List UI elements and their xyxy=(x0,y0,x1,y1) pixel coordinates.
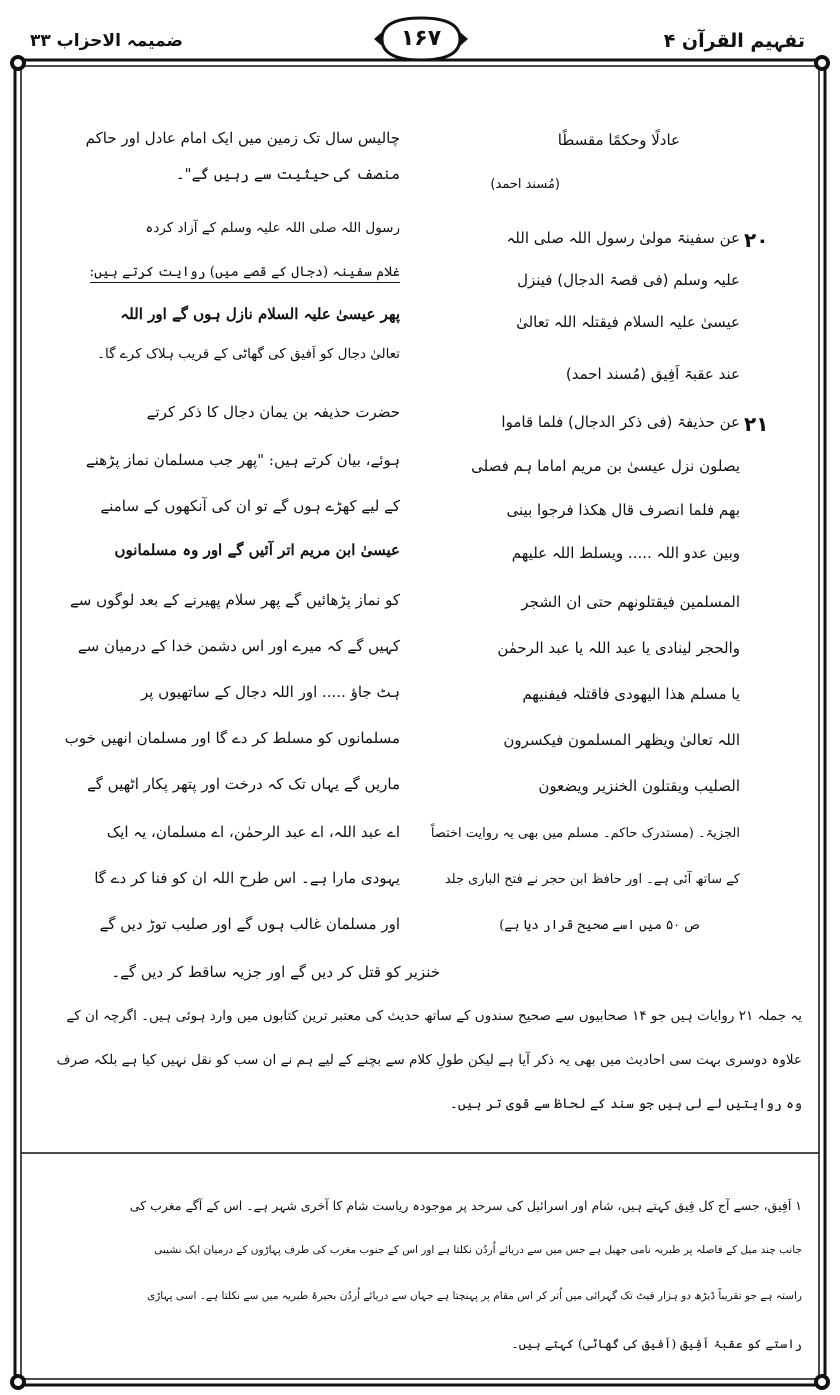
page-header xyxy=(0,8,840,68)
arabic-line: یصلون نزل عیسیٰ بن مریم اماما ہم فصلی xyxy=(471,457,740,475)
hadith-number-20: ۲۰ xyxy=(744,228,769,252)
urdu-line: ہٹ جاؤ ..... اور اللہ دجال کے ساتھیوں پر xyxy=(140,683,400,701)
arabic-line: عند عقبۃ اَفِیق (مُسند احمد) xyxy=(565,365,740,383)
header-book-title: تفہیم القرآن ۴ xyxy=(663,30,805,52)
urdu-line: یہودی مارا ہے۔ اس طرح اللہ ان کو فنا کر دے گا xyxy=(94,869,400,887)
urdu-line: ماریں گے یہاں تک کہ درخت اور پتھر پکار اٹھیں گے xyxy=(86,775,400,793)
urdu-line: تعالیٰ دجال کو اَفیق کی گھاٹی کے قریب ہلاک کرے گا۔ xyxy=(97,346,400,362)
arabic-line: اللہ تعالیٰ ویظھر المسلمون فیکسرون xyxy=(503,731,740,749)
arabic-line: الصلیب ویقتلون الخنزیر ویضعون xyxy=(538,777,740,795)
urdu-line: رسول اللہ صلی اللہ علیہ وسلم کے آزاد کردہ xyxy=(145,220,400,236)
urdu-line: اور مسلمان غالب ہوں گے اور صلیب توڑ دیں گے xyxy=(99,915,400,933)
arabic-line: عن سفینۃ مولیٰ رسول اللہ صلی اللہ xyxy=(506,229,740,247)
hadith-number-21: ۲۱ xyxy=(744,412,769,436)
arabic-line: وبین عدو اللہ ..... ویسلط اللہ علیھم xyxy=(511,544,740,562)
urdu-line: کہیں گے کہ میرے اور اس دشمن خدا کے درمیان سے xyxy=(77,637,400,655)
urdu-line: کے لیے کھڑے ہوں گے تو ان کی آنکھوں کے سامنے xyxy=(100,497,400,515)
arabic-line: کے ساتھ آئی ہے۔ اور حافظ ابن حجر نے فتح الباری جلد xyxy=(444,872,740,887)
header-surah-title: ضمیمہ الاحزاب ۳۳ xyxy=(30,31,183,51)
footnote-line: جانب چند میل کے فاصلہ پر طبریہ نامی جھیل ہے جس میں سے دریائے اُردُن نکلتا ہے اور اس کے جنوب مغرب کی طرف پہاڑوں کے درمیان ایک نشیبی xyxy=(154,1244,802,1256)
paragraph-line: یہ جملہ ۲۱ روایات ہیں جو ۱۴ صحابیوں سے صحیح سندوں کے ساتھ حدیث کی معتبر ترین کتابوں میں وارد ہوئی ہیں۔ اگرچہ ان کے xyxy=(66,1008,802,1024)
paragraph-line: علاوہ دوسری بہت سی احادیث میں بھی یہ ذکر آیا ہے لیکن طولِ کلام سے بچنے کے لیے ہم نے ان سب کو نقل نہیں کیا ہے بلکہ صرف xyxy=(56,1052,802,1068)
paragraph-line: وہ روایتیں لے لی ہیں جو سند کے لحاظ سے قوی تر ہیں۔ xyxy=(449,1096,802,1112)
arabic-line: الجزیۃ۔ (مستدرک حاکم۔ مسلم میں بھی یہ روایت اختصاً xyxy=(430,826,740,841)
urdu-line: کو نماز پڑھائیں گے پھر سلام پھیرنے کے بعد لوگوں سے xyxy=(69,591,400,609)
page-number: ۱۶۷ xyxy=(400,26,442,51)
urdu-line: چالیس سال تک زمین میں ایک امام عادل اور حاکم xyxy=(85,129,400,147)
corner-ornament-bottom-right xyxy=(814,1374,830,1390)
corner-ornament-bottom-left xyxy=(10,1374,26,1390)
urdu-line: حضرت حذیفہ بن یمان دجال کا ذکر کرتے xyxy=(146,403,400,421)
arabic-line: بھم فلما انصرف قال ھکذا فرجوا بینی xyxy=(506,501,740,519)
continuation-line: خنزیر کو قتل کر دیں گے اور جزیہ ساقط کر دیں گے۔ xyxy=(111,963,440,981)
urdu-line: مسلمانوں کو مسلط کر دے گا اور مسلمان انھیں خوب xyxy=(64,729,400,747)
urdu-line: عیسیٰ ابن مریم اتر آئیں گے اور وہ مسلمانوں xyxy=(114,541,400,559)
arabic-line: عیسیٰ علیہ السلام فیقتلہ اللہ تعالیٰ xyxy=(516,313,740,331)
urdu-line: پھر عیسیٰ علیہ السلام نازل ہوں گے اور اللہ xyxy=(120,305,400,323)
urdu-line: ہوئے، بیان کرتے ہیں: "پھر جب مسلمان نماز پڑھنے xyxy=(85,451,400,469)
arabic-line: ص ۵۰ میں اسے صحیح قرار دیا ہے) xyxy=(499,918,700,933)
urdu-line: منصف کی حیثیت سے رہیں گے"۔ xyxy=(175,165,400,183)
urdu-line: غلام سفینہ (دجال کے قصے میں) روایت کرتے ہیں: xyxy=(90,262,400,283)
arabic-line: عادلًا وحکمًا مقسطًا xyxy=(557,131,680,149)
urdu-line: اے عبد اللہ، اے عبد الرحمٰن، اے مسلمان، یہ ایک xyxy=(106,823,400,841)
arabic-line: المسلمین فیقتلونھم حتی ان الشجر xyxy=(521,593,740,611)
arabic-line: علیہ وسلم (فی قصۃ الدجال) فینزل xyxy=(517,271,740,289)
footnote-line: راستہ ہے جو تقریباً ڈیڑھ دو ہزار فیٹ تک گہرائی میں اُتر کر اس مقام پر پہنچتا ہے جہاں سے دریائے اُردُن بحیرۂ طبریہ میں سے نکلتا ہے۔ اسی پہاڑی xyxy=(147,1290,802,1302)
arabic-line: والحجر لینادی یا عبد اللہ یا عبد الرحمٰن xyxy=(497,639,740,657)
arabic-line: عن حذیفۃ (فی ذکر الدجال) فلما قاموا xyxy=(501,413,740,431)
arabic-line: یا مسلم ھذا الیھودی فاقتلہ فیفنیھم xyxy=(522,685,740,703)
arabic-line: (مُسند احمد) xyxy=(490,177,560,192)
footnote-line: ۱ اَفِیق، جسے آج کل فِیق کہتے ہیں، شام اور اسرائیل کی سرحد پر موجودہ ریاست شام کا آخری شہر ہے۔ اس کے آگے مغرب کی xyxy=(129,1198,802,1213)
footnote-line: راستے کو عقبۂ اَفِیق (اَفیق کی گھاٹی) کہتے ہیں۔ xyxy=(511,1336,802,1351)
